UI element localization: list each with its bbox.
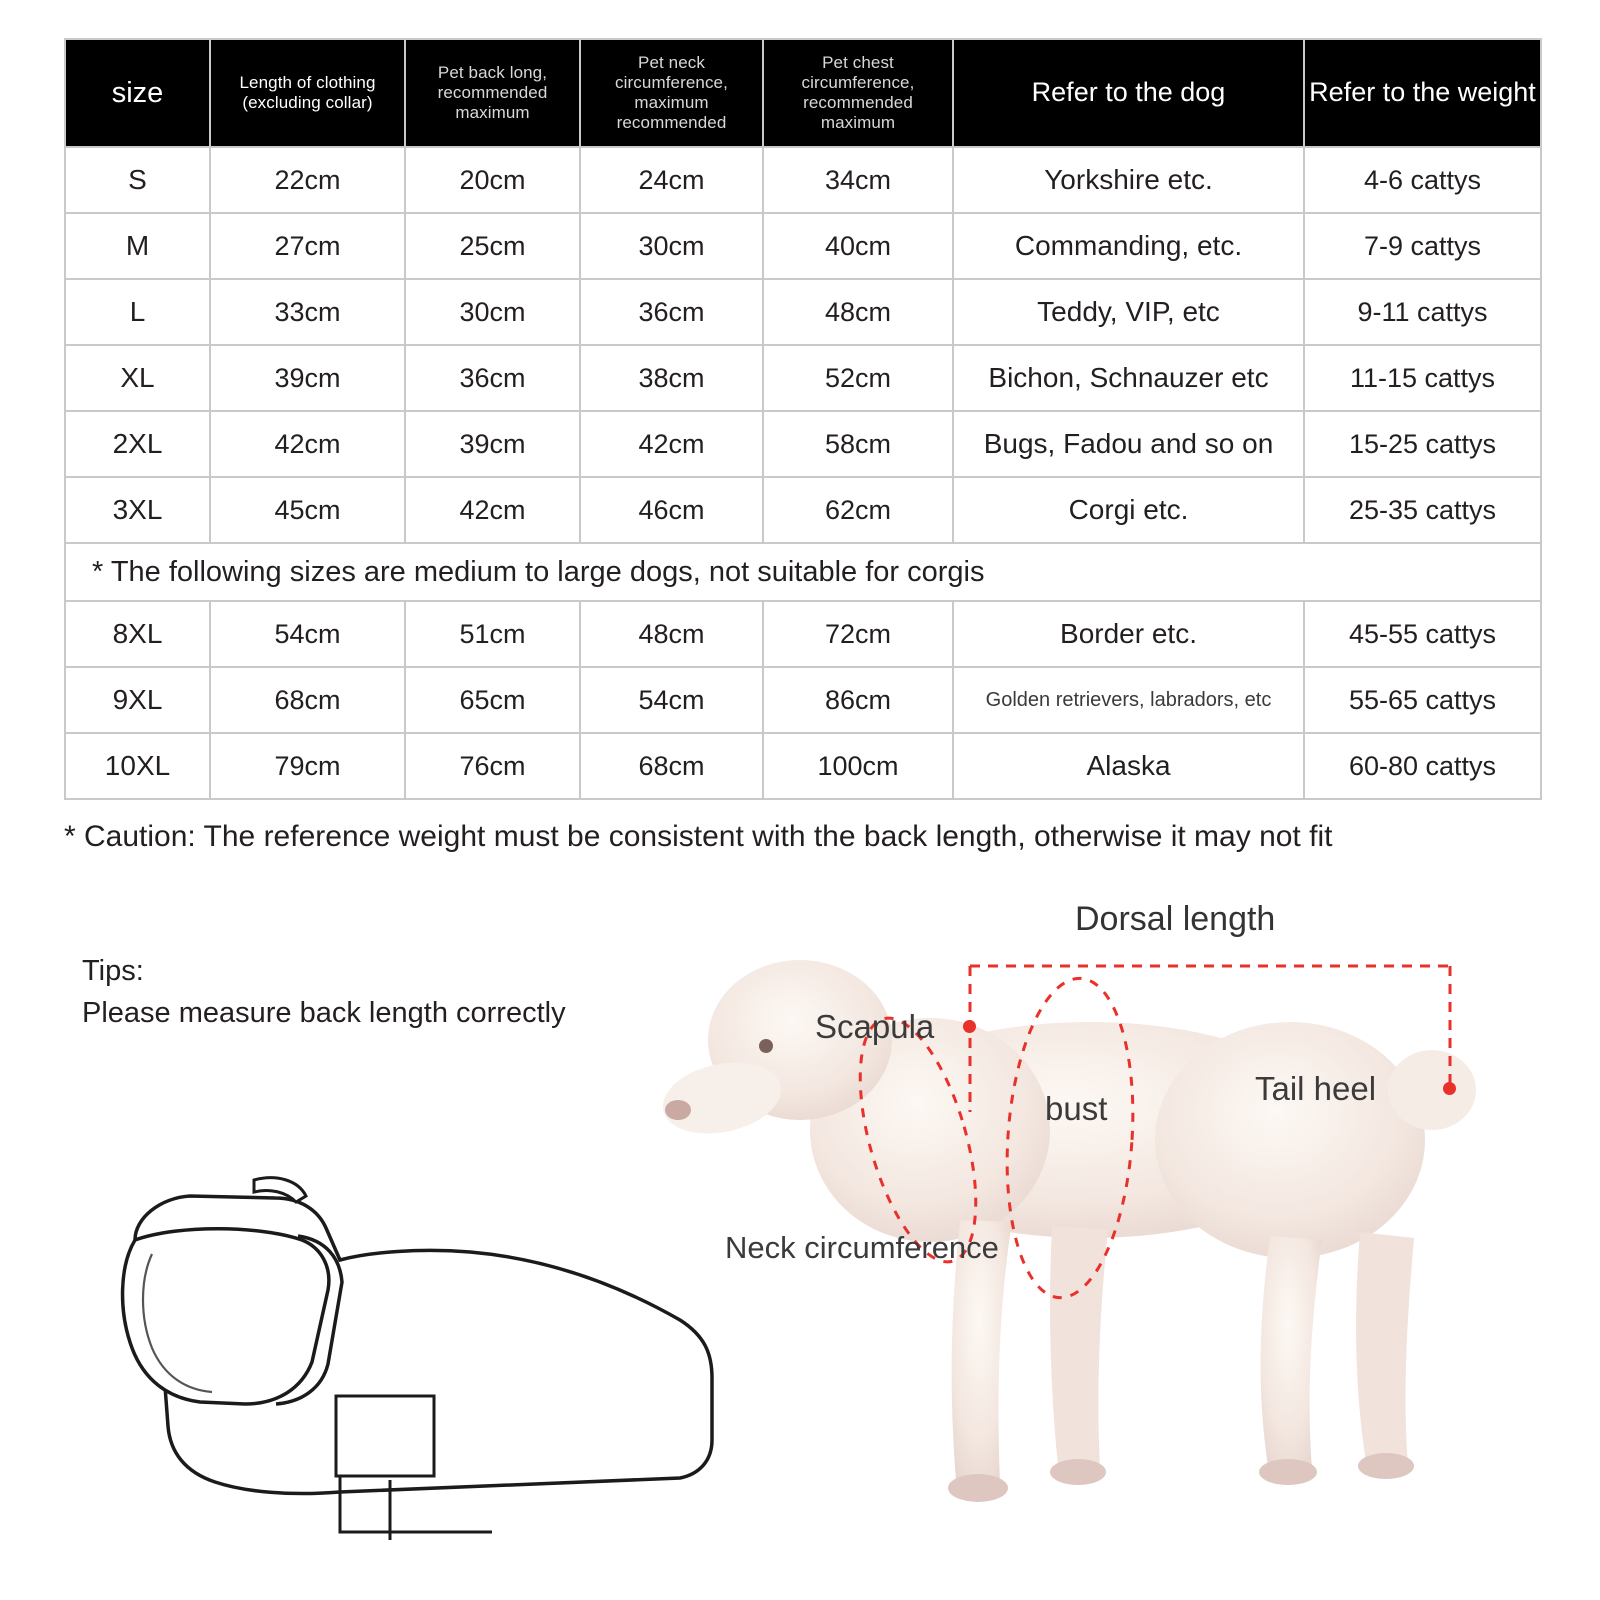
cell-back-length: 65cm <box>405 667 580 733</box>
cell-neck-circumference: 48cm <box>580 601 763 667</box>
coat-diagram-svg <box>40 1140 740 1570</box>
cell-reference-dog: Alaska <box>953 733 1304 799</box>
cell-size: L <box>65 279 210 345</box>
table-row <box>65 213 1541 279</box>
label-neck-circumference: Neck circumference <box>725 1230 999 1265</box>
label-bust: bust <box>1045 1090 1108 1127</box>
cell-chest-circumference: 62cm <box>763 477 953 543</box>
cell-clothing-length: 45cm <box>210 477 405 543</box>
label-tail-heel: Tail heel <box>1255 1070 1377 1107</box>
table-row <box>65 147 1541 213</box>
label-scapula: Scapula <box>815 1008 935 1045</box>
cell-clothing-length: 33cm <box>210 279 405 345</box>
table-row <box>65 733 1541 799</box>
table-row <box>65 477 1541 543</box>
table-row <box>65 345 1541 411</box>
coat-hood-outline <box>123 1229 329 1404</box>
cell-chest-circumference: 72cm <box>763 601 953 667</box>
cell-reference-dog: Corgi etc. <box>953 477 1304 543</box>
cell-back-length: 36cm <box>405 345 580 411</box>
column-header-refer-to-weight: Refer to the weight <box>1304 39 1541 147</box>
cell-chest-circumference: 52cm <box>763 345 953 411</box>
table-head <box>65 39 1541 147</box>
cell-back-length: 25cm <box>405 213 580 279</box>
dog-hind-leg-left <box>1261 1236 1322 1470</box>
cell-reference-weight: 4-6 cattys <box>1304 147 1541 213</box>
column-header-pet-chest-circumference: Pet chest circumference, recommended maximum <box>763 39 953 147</box>
tail-heel-point-dot <box>1443 1082 1456 1095</box>
tips-line: Please measure back length correctly <box>82 997 566 1030</box>
cell-neck-circumference: 68cm <box>580 733 763 799</box>
cell-reference-weight: 7-9 cattys <box>1304 213 1541 279</box>
cell-reference-dog: Border etc. <box>953 601 1304 667</box>
column-header-refer-to-dog: Refer to the dog <box>953 39 1304 147</box>
size-chart-table <box>64 38 1542 800</box>
dog-tail <box>1388 1050 1476 1130</box>
cell-chest-circumference: 86cm <box>763 667 953 733</box>
table-row <box>65 601 1541 667</box>
column-header-clothing-length: Length of clothing (excluding collar) <box>210 39 405 147</box>
cell-size: 8XL <box>65 601 210 667</box>
cell-neck-circumference: 54cm <box>580 667 763 733</box>
cell-back-length: 51cm <box>405 601 580 667</box>
cell-size: S <box>65 147 210 213</box>
dog-measurement-diagram <box>660 900 1560 1600</box>
dog-eye <box>759 1039 773 1053</box>
dog-paw-3 <box>1259 1459 1317 1485</box>
size-chart-table-wrapper <box>64 38 1540 800</box>
table-row <box>65 667 1541 733</box>
cell-back-length: 42cm <box>405 477 580 543</box>
table-row <box>65 411 1541 477</box>
cell-chest-circumference: 48cm <box>763 279 953 345</box>
coat-harness-opening <box>336 1396 434 1476</box>
dog-hindquarters <box>1155 1022 1425 1258</box>
cell-clothing-length: 68cm <box>210 667 405 733</box>
cell-chest-circumference: 100cm <box>763 733 953 799</box>
scapula-point-dot <box>963 1020 976 1033</box>
cell-size: 2XL <box>65 411 210 477</box>
dog-paw-2 <box>1050 1459 1106 1485</box>
cell-clothing-length: 79cm <box>210 733 405 799</box>
dog-paw-1 <box>948 1474 1008 1502</box>
dog-front-leg-right <box>1050 1226 1108 1470</box>
cell-clothing-length: 54cm <box>210 601 405 667</box>
cell-neck-circumference: 36cm <box>580 279 763 345</box>
table-body <box>65 147 1541 799</box>
dog-nose <box>665 1100 691 1120</box>
column-header-pet-back-long: Pet back long, recommended maximum <box>405 39 580 147</box>
cell-back-length: 20cm <box>405 147 580 213</box>
table-header-row <box>65 39 1541 147</box>
cell-reference-dog: Bugs, Fadou and so on <box>953 411 1304 477</box>
cell-reference-weight: 11-15 cattys <box>1304 345 1541 411</box>
cell-reference-weight: 55-65 cattys <box>1304 667 1541 733</box>
cell-reference-weight: 25-35 cattys <box>1304 477 1541 543</box>
dog-paw-4 <box>1358 1453 1414 1479</box>
column-header-pet-neck-circumference: Pet neck circumference, maximum recommended <box>580 39 763 147</box>
cell-reference-weight: 9-11 cattys <box>1304 279 1541 345</box>
tips-block <box>82 950 566 1034</box>
cell-reference-weight: 15-25 cattys <box>1304 411 1541 477</box>
cell-clothing-length: 27cm <box>210 213 405 279</box>
cell-neck-circumference: 42cm <box>580 411 763 477</box>
cell-back-length: 30cm <box>405 279 580 345</box>
cell-neck-circumference: 24cm <box>580 147 763 213</box>
cell-clothing-length: 39cm <box>210 345 405 411</box>
caution-text: * Caution: The reference weight must be consistent with the back length, otherwise it may not fit <box>64 820 1333 853</box>
cell-neck-circumference: 38cm <box>580 345 763 411</box>
cell-reference-dog: Yorkshire etc. <box>953 147 1304 213</box>
cell-size: 3XL <box>65 477 210 543</box>
cell-chest-circumference: 58cm <box>763 411 953 477</box>
table-note-row <box>65 543 1541 601</box>
cell-size: 9XL <box>65 667 210 733</box>
cell-reference-dog: Teddy, VIP, etc <box>953 279 1304 345</box>
cell-clothing-length: 22cm <box>210 147 405 213</box>
table-row <box>65 279 1541 345</box>
cell-back-length: 39cm <box>405 411 580 477</box>
cell-chest-circumference: 40cm <box>763 213 953 279</box>
cell-size: 10XL <box>65 733 210 799</box>
column-header-size: size <box>65 39 210 147</box>
dog-hind-leg-right <box>1356 1232 1414 1466</box>
cell-reference-weight: 45-55 cattys <box>1304 601 1541 667</box>
cell-chest-circumference: 34cm <box>763 147 953 213</box>
coat-illustration <box>40 1140 740 1570</box>
cell-size: M <box>65 213 210 279</box>
cell-neck-circumference: 46cm <box>580 477 763 543</box>
cell-reference-dog: Bichon, Schnauzer etc <box>953 345 1304 411</box>
cell-neck-circumference: 30cm <box>580 213 763 279</box>
label-dorsal-length: Dorsal length <box>1075 900 1276 938</box>
cell-reference-dog: Commanding, etc. <box>953 213 1304 279</box>
cell-size: XL <box>65 345 210 411</box>
tips-title: Tips: <box>82 955 144 987</box>
cell-reference-weight: 60-80 cattys <box>1304 733 1541 799</box>
cell-clothing-length: 42cm <box>210 411 405 477</box>
cell-back-length: 76cm <box>405 733 580 799</box>
cell-reference-dog: Golden retrievers, labradors, etc <box>953 667 1304 733</box>
note-medium-large-dogs: * The following sizes are medium to large dogs, not suitable for corgis <box>65 543 1541 601</box>
